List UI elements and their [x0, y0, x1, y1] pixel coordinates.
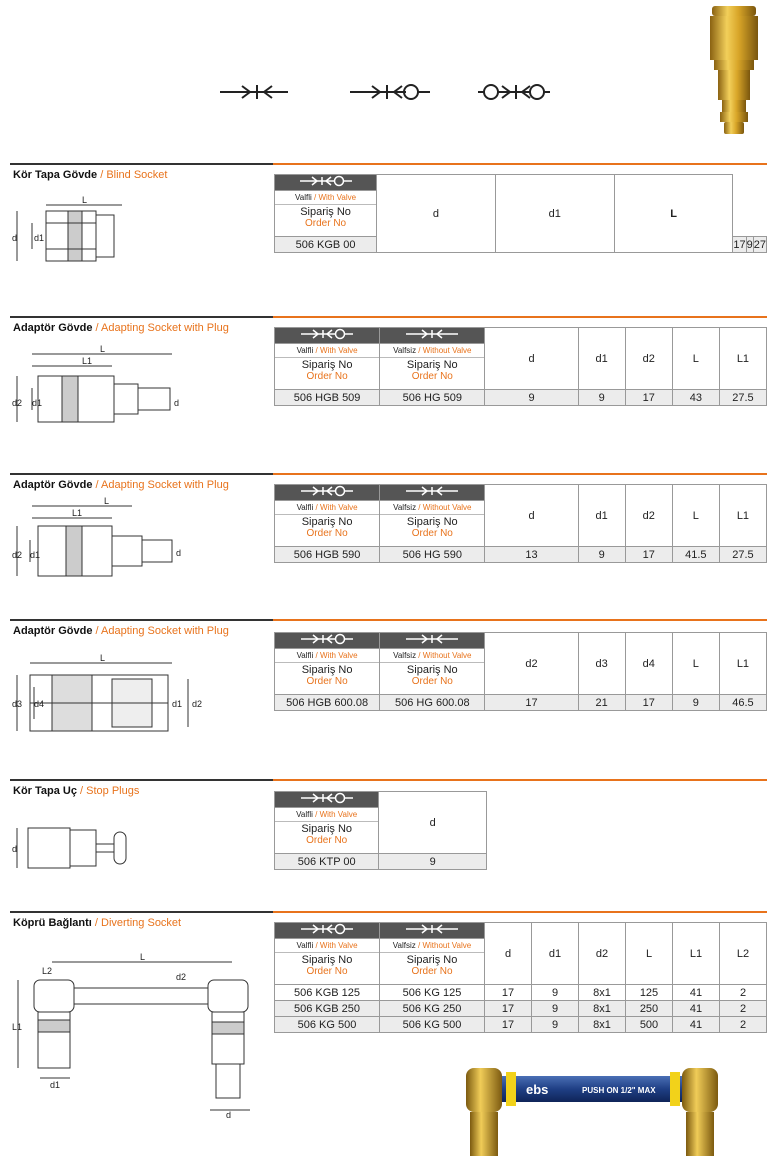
value-cell: 17 — [485, 695, 578, 711]
valve-label — [275, 650, 379, 663]
title-en: Adapting Socket with Plug — [101, 479, 229, 491]
title-en: Stop Plugs — [86, 785, 140, 797]
label-sep: / — [416, 346, 423, 355]
label-tr: Valfsiz — [393, 346, 417, 355]
section-rule-accent — [273, 163, 767, 165]
hose-brand: ebs — [526, 1082, 549, 1097]
value-cell: 27.5 — [719, 390, 766, 406]
diverting-socket-drawing — [12, 950, 252, 1120]
valve-label — [380, 502, 484, 515]
dim-label: L — [82, 195, 88, 205]
section-title — [13, 169, 167, 182]
label-en: With Valve — [319, 503, 358, 512]
order-no: Order No — [411, 676, 453, 687]
hose-photo — [462, 1062, 742, 1162]
value-cell: 9 — [578, 547, 625, 563]
col-header: d — [485, 923, 532, 985]
value-cell: 17 — [485, 1017, 532, 1033]
value-cell: 41.5 — [672, 547, 719, 563]
col-header: L1 — [719, 328, 766, 390]
order-code: 506 KG 500 — [380, 1017, 485, 1033]
label-sep: / — [416, 503, 423, 512]
spec-table — [274, 484, 767, 563]
no-valve-symbol-icon — [402, 923, 462, 935]
label-sep: / — [313, 346, 320, 355]
value-cell: 2 — [720, 1001, 767, 1017]
order-no: Order No — [306, 835, 348, 846]
dim-label: L1 — [72, 508, 83, 518]
label-sep: / — [313, 651, 320, 660]
valve-label — [380, 650, 484, 663]
valve-label — [275, 809, 378, 822]
order-label-cell — [275, 649, 380, 695]
valve-symbol-icon — [297, 792, 357, 804]
order-code: 506 HG 590 — [380, 547, 485, 563]
value-cell: 17 — [625, 695, 672, 711]
spec-table — [274, 922, 767, 1033]
order-label-cell — [275, 344, 380, 390]
order-no: Order No — [306, 966, 348, 977]
section-title — [13, 625, 229, 638]
title-sep: / — [92, 625, 102, 637]
col-header: d2 — [485, 633, 578, 695]
title-tr: Adaptör Gövde — [13, 625, 93, 637]
spec-table — [274, 327, 767, 406]
label-tr: Valfsiz — [393, 503, 417, 512]
order-no: Order No — [306, 676, 348, 687]
title-tr: Kör Tapa Gövde — [13, 169, 98, 181]
value-cell: 17 — [485, 985, 532, 1001]
section-rule — [10, 619, 273, 621]
label-en: With Valve — [319, 810, 358, 819]
no-valve-symbol-cell — [380, 485, 485, 501]
valve-symbol-cell — [275, 923, 380, 939]
section-title — [13, 479, 229, 492]
col-header: d2 — [625, 485, 672, 547]
without-valve-symbol — [220, 85, 288, 99]
value-cell: 9 — [532, 1017, 579, 1033]
title-tr: Adaptör Gövde — [13, 322, 93, 334]
section-rule-accent — [273, 316, 767, 318]
no-valve-symbol-cell — [380, 328, 485, 344]
value-cell: 17 — [625, 390, 672, 406]
siparis-no: Sipariş No — [406, 516, 458, 528]
dim-label: d1 — [32, 398, 43, 408]
label-sep: / — [312, 810, 320, 819]
title-sep: / — [92, 479, 102, 491]
dim-label: d — [226, 1110, 232, 1120]
dim-label: d1 — [30, 550, 41, 560]
valve-symbol-cell — [275, 792, 379, 808]
order-code: 506 KG 500 — [275, 1017, 380, 1033]
col-header: d — [485, 485, 578, 547]
order-code: 506 KG 250 — [380, 1001, 485, 1017]
dim-label: d2 — [12, 550, 23, 560]
valve-symbol-icon — [297, 633, 357, 645]
title-tr: Adaptör Gövde — [13, 479, 93, 491]
order-code: 506 KGB 250 — [275, 1001, 380, 1017]
value-cell: 8x1 — [579, 1001, 626, 1017]
section-rule — [10, 911, 273, 913]
col-header: L1 — [719, 485, 766, 547]
dim-label: L1 — [12, 1022, 23, 1032]
dim-label: d1 — [34, 233, 45, 243]
value-cell: 9 — [379, 854, 487, 870]
valve-symbol-icon — [296, 175, 356, 187]
col-header: d1 — [578, 328, 625, 390]
label-en: Without Valve — [422, 346, 472, 355]
section-rule — [10, 473, 273, 475]
adapting-socket-drawing — [12, 496, 192, 580]
label-sep: / — [415, 941, 423, 950]
title-en: Adapting Socket with Plug — [101, 625, 229, 637]
section-title — [13, 917, 181, 930]
siparis-no: Sipariş No — [406, 664, 458, 676]
section-rule-accent — [273, 619, 767, 621]
valve-symbol-icon — [297, 923, 357, 935]
dim-label: d — [12, 233, 18, 243]
order-code: 506 KGB 00 — [275, 237, 377, 253]
spec-table — [274, 632, 767, 711]
title-sep: / — [91, 917, 102, 929]
value-cell: 500 — [626, 1017, 673, 1033]
blind-socket-drawing — [12, 195, 132, 270]
dim-label: L — [104, 496, 110, 506]
title-en: Diverting Socket — [101, 917, 182, 929]
col-header: d1 — [495, 175, 614, 253]
col-header: L — [626, 923, 673, 985]
dim-label: L1 — [82, 356, 93, 366]
value-cell: 250 — [626, 1001, 673, 1017]
value-cell: 21 — [578, 695, 625, 711]
label-tr: Valfli — [296, 651, 314, 660]
dim-label: d2 — [12, 398, 23, 408]
label-tr: Valfli — [296, 810, 313, 819]
label-tr: Valfli — [296, 503, 314, 512]
valve-label — [275, 192, 376, 205]
dim-label: d1 — [172, 699, 183, 709]
value-cell: 17 — [485, 1001, 532, 1017]
valve-label — [275, 502, 379, 515]
order-no: Order No — [411, 966, 453, 977]
value-cell: 41 — [673, 985, 720, 1001]
value-cell: 8x1 — [579, 985, 626, 1001]
siparis-no: Sipariş No — [406, 359, 458, 371]
valve-symbol-icon — [297, 485, 357, 497]
valve-label — [275, 345, 379, 358]
order-no: Order No — [306, 371, 348, 382]
order-code: 506 HG 509 — [380, 390, 485, 406]
order-label-cell — [380, 649, 485, 695]
col-header: L1 — [719, 633, 766, 695]
both-side-valve-symbol — [478, 85, 550, 99]
label-tr: Valfli — [296, 346, 314, 355]
title-en: Adapting Socket with Plug — [101, 322, 229, 334]
value-cell: 9 — [532, 1001, 579, 1017]
order-no: Order No — [411, 371, 453, 382]
order-code: 506 HG 600.08 — [380, 695, 485, 711]
value-cell: 41 — [673, 1001, 720, 1017]
order-label-cell — [275, 808, 379, 854]
col-header: d2 — [579, 923, 626, 985]
label-tr: Valfli — [296, 941, 314, 950]
col-header: d3 — [578, 633, 625, 695]
order-code: 506 KG 125 — [380, 985, 485, 1001]
dim-label: d4 — [34, 699, 45, 709]
order-label-cell — [380, 501, 485, 547]
title-sep: / — [97, 169, 107, 181]
label-tr: Valfli — [295, 193, 312, 202]
label-en: With Valve — [319, 651, 358, 660]
order-label-cell — [275, 939, 380, 985]
order-code: 506 HGB 509 — [275, 390, 380, 406]
siparis-no: Sipariş No — [301, 359, 353, 371]
col-header: L2 — [720, 923, 767, 985]
section-title — [13, 322, 229, 335]
section-rule — [10, 163, 273, 165]
label-tr: Valfsiz — [392, 941, 416, 950]
section-rule-accent — [273, 911, 767, 913]
value-cell: 41 — [673, 1017, 720, 1033]
value-cell: 17 — [733, 238, 746, 251]
label-en: Without Valve — [422, 941, 472, 950]
no-valve-symbol-icon — [402, 328, 462, 340]
value-cell: 9 — [532, 985, 579, 1001]
valve-label — [380, 940, 484, 953]
value-cell: 27.5 — [719, 547, 766, 563]
dim-label: L2 — [42, 966, 53, 976]
col-header: d — [485, 328, 578, 390]
dim-label: d2 — [192, 699, 203, 709]
no-valve-symbol-icon — [402, 633, 462, 645]
value-cell: 9 — [578, 390, 625, 406]
col-header: L — [672, 633, 719, 695]
no-valve-symbol-icon — [402, 485, 462, 497]
adapting-socket-section-drawing — [12, 655, 202, 745]
dim-label: d1 — [50, 1080, 61, 1090]
label-en: With Valve — [319, 941, 358, 950]
label-tr: Valfsiz — [393, 651, 417, 660]
col-header: L — [672, 328, 719, 390]
col-header: d2 — [625, 328, 672, 390]
valve-symbol-cell — [275, 328, 380, 344]
order-label-cell — [275, 501, 380, 547]
spec-table — [274, 791, 487, 870]
label-sep: / — [416, 651, 423, 660]
dim-label: d3 — [12, 699, 23, 709]
section-rule — [10, 779, 273, 781]
value-cell: 2 — [720, 1017, 767, 1033]
order-code: 506 HGB 600.08 — [275, 695, 380, 711]
dim-label: d — [12, 844, 18, 854]
col-header: L1 — [673, 923, 720, 985]
order-code: 506 KTP 00 — [275, 854, 379, 870]
col-header: d1 — [532, 923, 579, 985]
stop-plug-drawing — [12, 822, 142, 872]
coupling-symbols — [218, 80, 558, 104]
hose-print: PUSH ON 1/2" MAX — [582, 1086, 656, 1095]
col-header: L — [672, 485, 719, 547]
order-label-cell — [380, 344, 485, 390]
valve-label — [380, 345, 484, 358]
order-no: Order No — [306, 528, 348, 539]
adapting-socket-drawing — [12, 344, 192, 428]
section-rule-accent — [273, 779, 767, 781]
label-en: With Valve — [319, 346, 358, 355]
order-label-cell — [380, 939, 485, 985]
value-cell: 43 — [672, 390, 719, 406]
dim-label: d — [176, 548, 182, 558]
order-code: 506 HGB 590 — [275, 547, 380, 563]
valve-symbol-cell — [275, 633, 380, 649]
dim-label: L — [140, 952, 146, 962]
value-cell: 27 — [753, 238, 766, 251]
value-cell: 2 — [720, 985, 767, 1001]
order-label-cell — [275, 191, 377, 237]
valve-label — [275, 940, 379, 953]
order-code: 506 KGB 125 — [275, 985, 380, 1001]
section-title — [13, 785, 139, 798]
label-sep: / — [311, 193, 319, 202]
label-en: Without Valve — [422, 503, 472, 512]
spec-table — [274, 174, 767, 253]
col-header: L — [614, 175, 733, 253]
dim-label: d2 — [176, 972, 187, 982]
value-cell: 9 — [746, 238, 753, 251]
siparis-no: Sipariş No — [301, 664, 353, 676]
no-valve-symbol-cell — [380, 633, 485, 649]
col-header: d — [377, 175, 496, 253]
siparis-no: Sipariş No — [301, 823, 353, 835]
siparis-no: Sipariş No — [300, 206, 351, 218]
siparis-no: Sipariş No — [301, 954, 353, 966]
valve-symbol-icon — [297, 328, 357, 340]
coupling-photo — [700, 2, 770, 140]
title-sep: / — [76, 785, 87, 797]
value-cell: 46.5 — [719, 695, 766, 711]
siparis-no: Sipariş No — [301, 516, 353, 528]
dim-label: L — [100, 344, 106, 354]
label-en: Without Valve — [422, 651, 472, 660]
title-sep: / — [92, 322, 102, 334]
label-sep: / — [313, 941, 320, 950]
siparis-no: Sipariş No — [406, 954, 458, 966]
label-en: With Valve — [318, 193, 357, 202]
dim-label: L — [100, 653, 106, 663]
valve-symbol-cell — [275, 485, 380, 501]
title-en: Blind Socket — [106, 169, 168, 181]
no-valve-symbol-cell — [380, 923, 485, 939]
valve-symbol-cell — [275, 175, 377, 191]
value-cell: 125 — [626, 985, 673, 1001]
section-rule — [10, 316, 273, 318]
value-cell: 13 — [485, 547, 578, 563]
col-header: d4 — [625, 633, 672, 695]
value-cell: 8x1 — [579, 1017, 626, 1033]
col-header: d1 — [578, 485, 625, 547]
order-no: Order No — [411, 528, 453, 539]
section-rule-accent — [273, 473, 767, 475]
value-cell: 9 — [672, 695, 719, 711]
dim-label: d — [174, 398, 180, 408]
value-cell: 9 — [485, 390, 578, 406]
order-no: Order No — [305, 218, 347, 229]
col-header: d — [379, 792, 487, 854]
title-tr: Köprü Bağlantı — [13, 917, 92, 929]
title-tr: Kör Tapa Uç — [13, 785, 77, 797]
label-sep: / — [313, 503, 320, 512]
value-cell: 17 — [625, 547, 672, 563]
one-side-valve-symbol — [350, 85, 430, 99]
